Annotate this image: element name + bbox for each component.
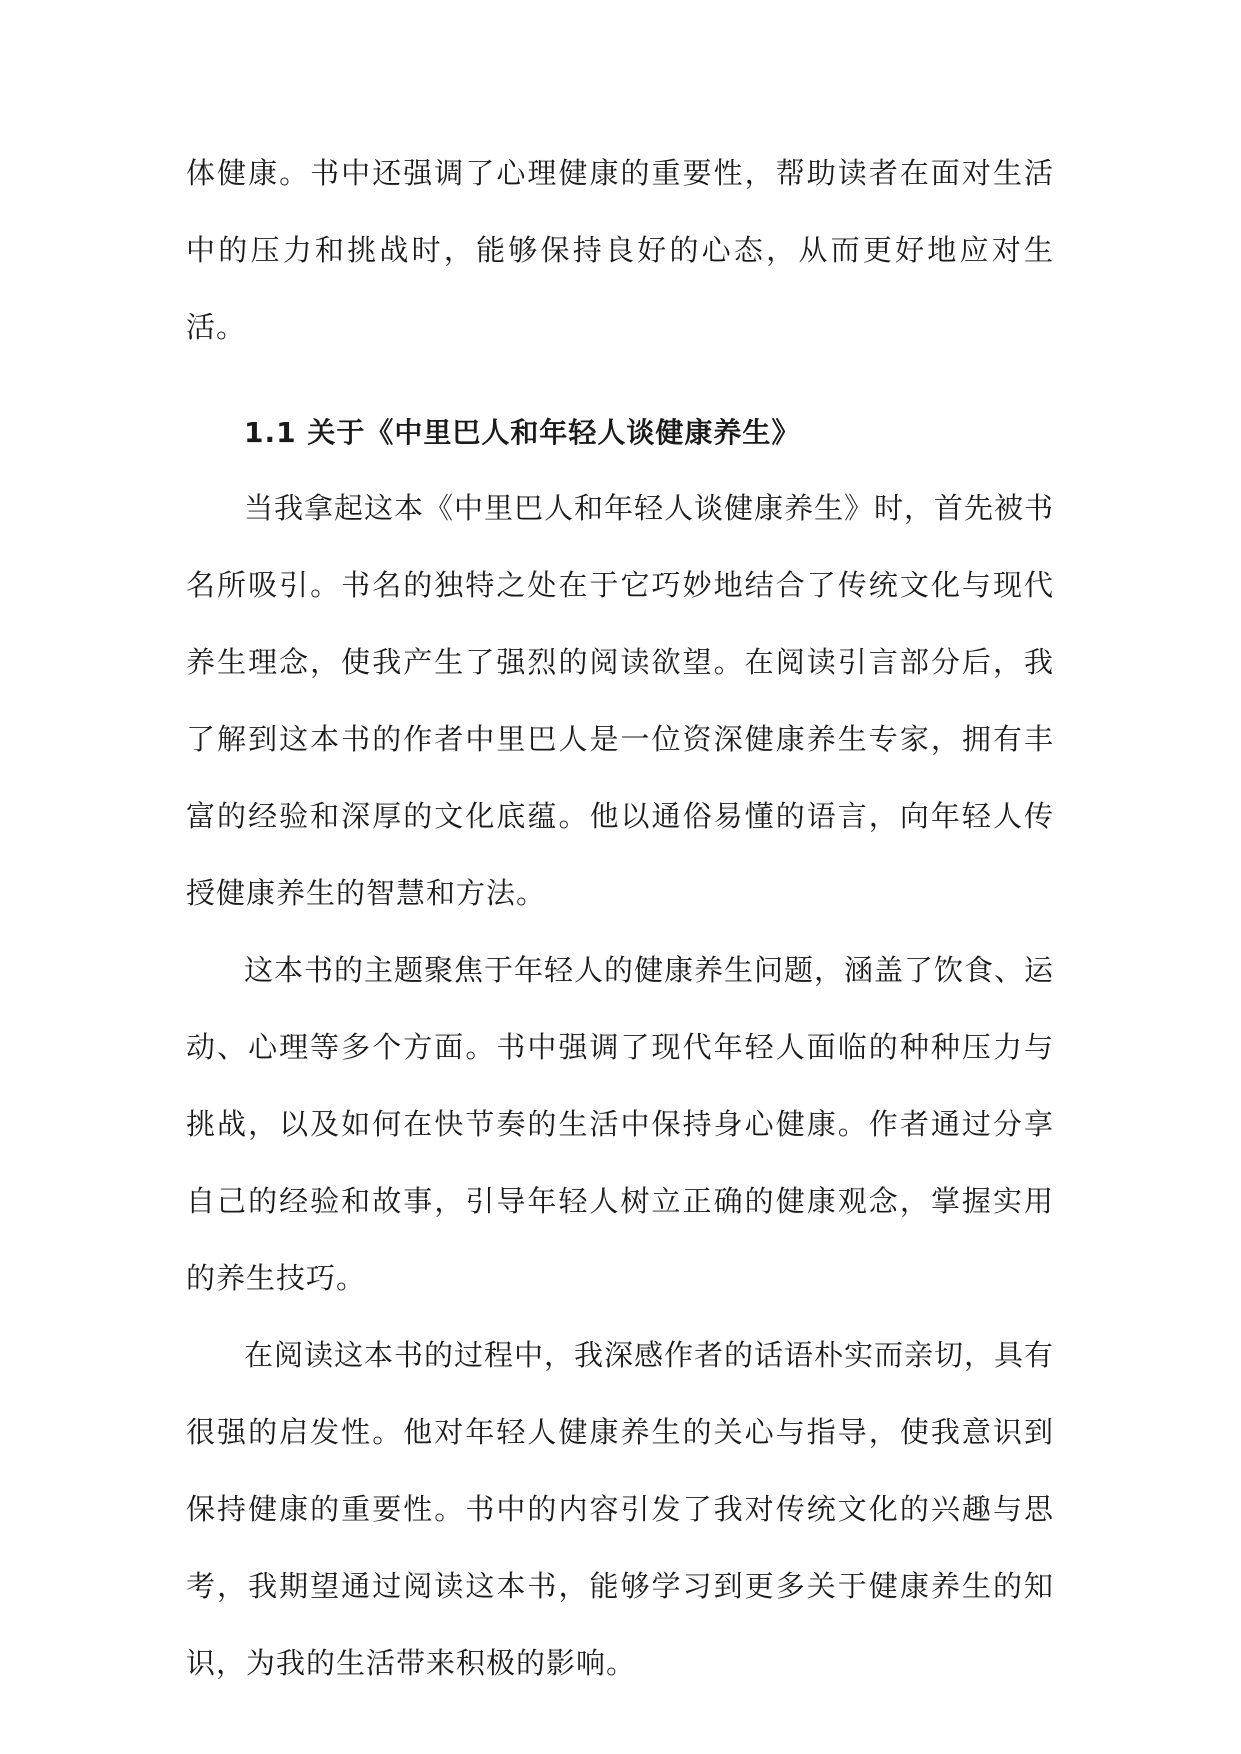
page-content — [186, 135, 1054, 1702]
section-heading: 1.1 关于《中里巴人和年轻人谈健康养生》 — [244, 416, 801, 449]
continuation-paragraph: 体健康。书中还强调了心理健康的重要性，帮助读者在面对生活中的压力和挑战时，能够保持良好的心态，从而更好地应对生活。 — [186, 156, 1054, 344]
paragraph-3: 在阅读这本书的过程中，我深感作者的话语朴实而亲切，具有很强的启发性。他对年轻人健康养生的关心与指导，使我意识到保持健康的重要性。书中的内容引发了我对传统文化的兴趣与思考，我期望通过阅读这本书，能够学习到更多关于健康养生的知识，为我的生活带来积极的影响。 — [186, 1338, 1055, 1680]
spacer — [186, 366, 1054, 396]
paragraph-1: 当我拿起这本《中里巴人和年轻人谈健康养生》时，首先被书名所吸引。书名的独特之处在于它巧妙地结合了传统文化与现代养生理念，使我产生了强烈的阅读欲望。在阅读引言部分后，我了解到这本书的作者中里巴人是一位资深健康养生专家，拥有丰富的经验和深厚的文化底蕴。他以通俗易懂的语言，向年轻人传授健康养生的智慧和方法。 — [186, 491, 1055, 910]
paragraph-2: 这本书的主题聚焦于年轻人的健康养生问题，涵盖了饮食、运动、心理等多个方面。书中强调了现代年轻人面临的种种压力与挑战，以及如何在快节奏的生活中保持身心健康。作者通过分享自己的经验和故事，引导年轻人树立正确的健康观念，掌握实用的养生技巧。 — [186, 953, 1055, 1295]
